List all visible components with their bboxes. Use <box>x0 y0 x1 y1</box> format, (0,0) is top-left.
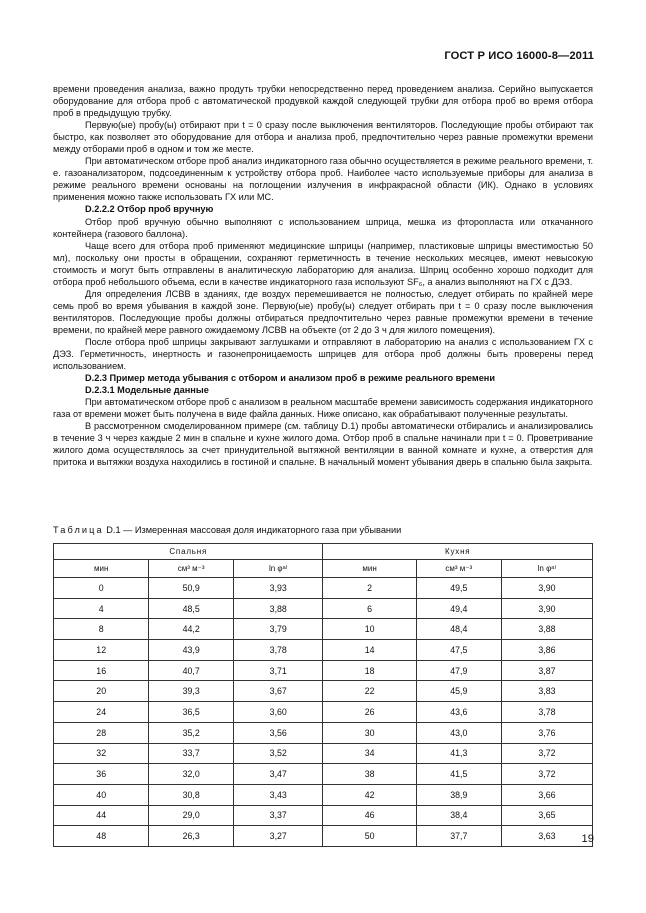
paragraph: Первую(ые) пробу(ы) отбирают при t = 0 сразу после выключения вентиляторов. Последующие пробы отбирают так быстро, как позволяет это оборудование для отбора и анализа проб, предпочтительно через равные промежутки времени между отборами проб в одном и том же месте. <box>53 120 593 155</box>
table-cell: 3,56 <box>234 722 323 743</box>
table-row <box>54 784 593 805</box>
table-cell: 48,5 <box>149 598 234 619</box>
table-cell: 3,83 <box>501 681 592 702</box>
table-cell: 44,2 <box>149 619 234 640</box>
table-row <box>54 640 593 661</box>
table-cell: 49,5 <box>416 578 501 599</box>
table-cell: 3,88 <box>501 619 592 640</box>
table-row <box>54 826 593 847</box>
table-cell: 45,9 <box>416 681 501 702</box>
table-row <box>54 805 593 826</box>
table-cell: 16 <box>54 660 149 681</box>
table-cell: 3,86 <box>501 640 592 661</box>
paragraph: При автоматическом отборе проб с анализом в реальном масштабе времени зависимость содержания индикаторного газа от времени может быть получена в виде файла данных. Ниже описано, как обрабатывают полученные результаты. <box>53 397 593 420</box>
table-cell: 3,43 <box>234 784 323 805</box>
table-cell: 41,5 <box>416 764 501 785</box>
table-row <box>54 681 593 702</box>
table-caption-text: D.1 — Измеренная массовая доля индикаторного газа при убывании <box>106 525 402 535</box>
table-cell: 48 <box>54 826 149 847</box>
table-cell: 35,2 <box>149 722 234 743</box>
group-header-bedroom: Спальня <box>54 544 323 560</box>
data-table <box>53 543 593 847</box>
column-header: мин <box>323 560 416 578</box>
table-cell: 38,4 <box>416 805 501 826</box>
table-cell: 30,8 <box>149 784 234 805</box>
table-cell: 3,87 <box>501 660 592 681</box>
paragraph: При автоматическом отборе проб анализ индикаторного газа обычно осуществляется в режиме реального времени, т. е. газоанализатором, подсоединенным к устройству отбора проб. Наиболее часто используемые приборы для анализа в режиме реального времени основаны на поглощении излучения в инфракрасной области (ИК). Однако в условиях применения можно также использовать ГХ или МС. <box>53 156 593 203</box>
table-cell: 3,63 <box>501 826 592 847</box>
table-cell: 29,0 <box>149 805 234 826</box>
table-cell: 3,79 <box>234 619 323 640</box>
column-header: мин <box>54 560 149 578</box>
table-cell: 40 <box>54 784 149 805</box>
table-cell: 3,52 <box>234 743 323 764</box>
paragraph: Чаще всего для отбора проб применяют медицинские шприцы (например, пластиковые шприцы вместимостью 50 мл), поскольку они просты в обращении, сохраняют герметичность в течение нескольких месяцев, имеют невысокую стоимость и могут быть отправлены в аналитическую лабораторию для анализа. Шприц особенно хорошо подходит для отбора проб небольшого объема, если в качестве индикаторного газа используют SF₆, а анализ выполняют на ГХ с ДЭЗ. <box>53 240 593 287</box>
table-cell: 3,76 <box>501 722 592 743</box>
table-cell: 3,72 <box>501 743 592 764</box>
table-cell: 47,5 <box>416 640 501 661</box>
table-cell: 44 <box>54 805 149 826</box>
table-cell: 3,65 <box>501 805 592 826</box>
table-cell: 3,90 <box>501 598 592 619</box>
table-cell: 32 <box>54 743 149 764</box>
table-cell: 20 <box>54 681 149 702</box>
table-row <box>54 743 593 764</box>
table-cell: 10 <box>323 619 416 640</box>
table-cell: 3,71 <box>234 660 323 681</box>
column-header: см³ м⁻³ <box>149 560 234 578</box>
table-cell: 12 <box>54 640 149 661</box>
paragraph: Для определения ЛСВВ в зданиях, где воздух перемешивается не полностью, следует отбирать по крайней мере семь проб во время убывания в каждой зоне. Первую(ые) пробу(ы) следует отбирать при t = 0 сразу после выключения вентиляторов. Последующие пробы должны отбираться предпочтительно через равные промежутки времени в течение времени, по крайней мере равного ожидаемому ЛСВВ на объекте (от 2 до 3 ч для жилого помещения). <box>53 288 593 335</box>
paragraph: времени проведения анализа, важно продуть трубки непосредственно перед проведением анализа. Серийно выпускается оборудование для отбора проб с автоматической продувкой каждой следующей трубки для отбора проб во время отбора проб в предыдущую трубку. <box>53 84 593 119</box>
table-cell: 33,7 <box>149 743 234 764</box>
table-cell: 3,37 <box>234 805 323 826</box>
table-cell: 4 <box>54 598 149 619</box>
paragraph: После отбора проб шприцы закрывают заглушками и отправляют в лабораторию на анализ с использованием ГХ с ДЭЗ. Герметичность, инертность и газонепроницаемость шприцев для отбора проб должны быть проверены перед использованием. <box>53 336 593 372</box>
table-cell: 41,3 <box>416 743 501 764</box>
column-header: см³ м⁻³ <box>416 560 501 578</box>
table-cell: 42 <box>323 784 416 805</box>
column-header: ln φᵃ⁾ <box>501 560 592 578</box>
table-cell: 48,4 <box>416 619 501 640</box>
table-cell: 3,90 <box>501 578 592 599</box>
table-cell: 3,60 <box>234 702 323 723</box>
paragraph: В рассмотренном смоделированном примере (см. таблицу D.1) пробы автоматически отбирались и анализировались в течение 3 ч через каждые 2 мин в спальне и кухне жилого дома. Отбор проб в спальне начинали при t = 0. Проветривание жилого дома осуществлялось за счет принудительной вытяжной вентиляции в ванной комнате и кухне, а отверстия для притока и вытяжки воздуха находились в гостиной и спальне. В начальный момент убывания дверь в спальню была закрыта. <box>53 421 593 468</box>
table-cell: 6 <box>323 598 416 619</box>
table-cell: 2 <box>323 578 416 599</box>
table-cell: 50 <box>323 826 416 847</box>
section-heading: D.2.2.2 Отбор проб вручную <box>85 204 214 215</box>
table-row <box>54 619 593 640</box>
table-cell: 3,93 <box>234 578 323 599</box>
table-cell: 38 <box>323 764 416 785</box>
table-row <box>54 722 593 743</box>
table-cell: 39,3 <box>149 681 234 702</box>
table-cell: 0 <box>54 578 149 599</box>
table-row <box>54 578 593 599</box>
table-cell: 47,9 <box>416 660 501 681</box>
table-cell: 3,88 <box>234 598 323 619</box>
column-header: ln φᵃ⁾ <box>234 560 323 578</box>
table-cell: 43,6 <box>416 702 501 723</box>
table-cell: 26 <box>323 702 416 723</box>
table-cell: 46 <box>323 805 416 826</box>
table-cell: 49,4 <box>416 598 501 619</box>
table-cell: 40,7 <box>149 660 234 681</box>
section-heading: D.2.3 Пример метода убывания с отбором и анализом проб в режиме реального времени <box>85 373 496 384</box>
table-cell: 34 <box>323 743 416 764</box>
table-cell: 38,9 <box>416 784 501 805</box>
table-cell: 28 <box>54 722 149 743</box>
table-row <box>54 660 593 681</box>
group-header-kitchen: Кухня <box>323 544 593 560</box>
table-cell: 3,66 <box>501 784 592 805</box>
table-cell: 24 <box>54 702 149 723</box>
paragraph: Отбор проб вручную обычно выполняют с использованием шприца, мешка из фторопласта или откачанного контейнера (газового баллона). <box>53 216 593 239</box>
page-header-title: ГОСТ Р ИСО 16000-8—2011 <box>444 50 594 62</box>
page-number: 19 <box>581 833 594 845</box>
table-cell: 8 <box>54 619 149 640</box>
table-cell: 3,27 <box>234 826 323 847</box>
table-cell: 22 <box>323 681 416 702</box>
table-cell: 3,67 <box>234 681 323 702</box>
table-cell: 43,0 <box>416 722 501 743</box>
table-cell: 43,9 <box>149 640 234 661</box>
table-cell: 3,78 <box>234 640 323 661</box>
table-cell: 3,78 <box>501 702 592 723</box>
table-cell: 32,0 <box>149 764 234 785</box>
table-row <box>54 598 593 619</box>
table-cell: 14 <box>323 640 416 661</box>
table-cell: 18 <box>323 660 416 681</box>
table-cell: 30 <box>323 722 416 743</box>
table-row <box>54 764 593 785</box>
table-cell: 37,7 <box>416 826 501 847</box>
table-cell: 36,5 <box>149 702 234 723</box>
body-text <box>53 83 593 469</box>
table-cell: 3,47 <box>234 764 323 785</box>
table-row <box>54 702 593 723</box>
table-caption-label: Таблица <box>53 525 104 535</box>
table-cell: 36 <box>54 764 149 785</box>
section-heading: D.2.3.1 Модельные данные <box>85 385 209 396</box>
table-cell: 50,9 <box>149 578 234 599</box>
table-cell: 26,3 <box>149 826 234 847</box>
table-caption <box>53 525 401 535</box>
table-cell: 3,72 <box>501 764 592 785</box>
